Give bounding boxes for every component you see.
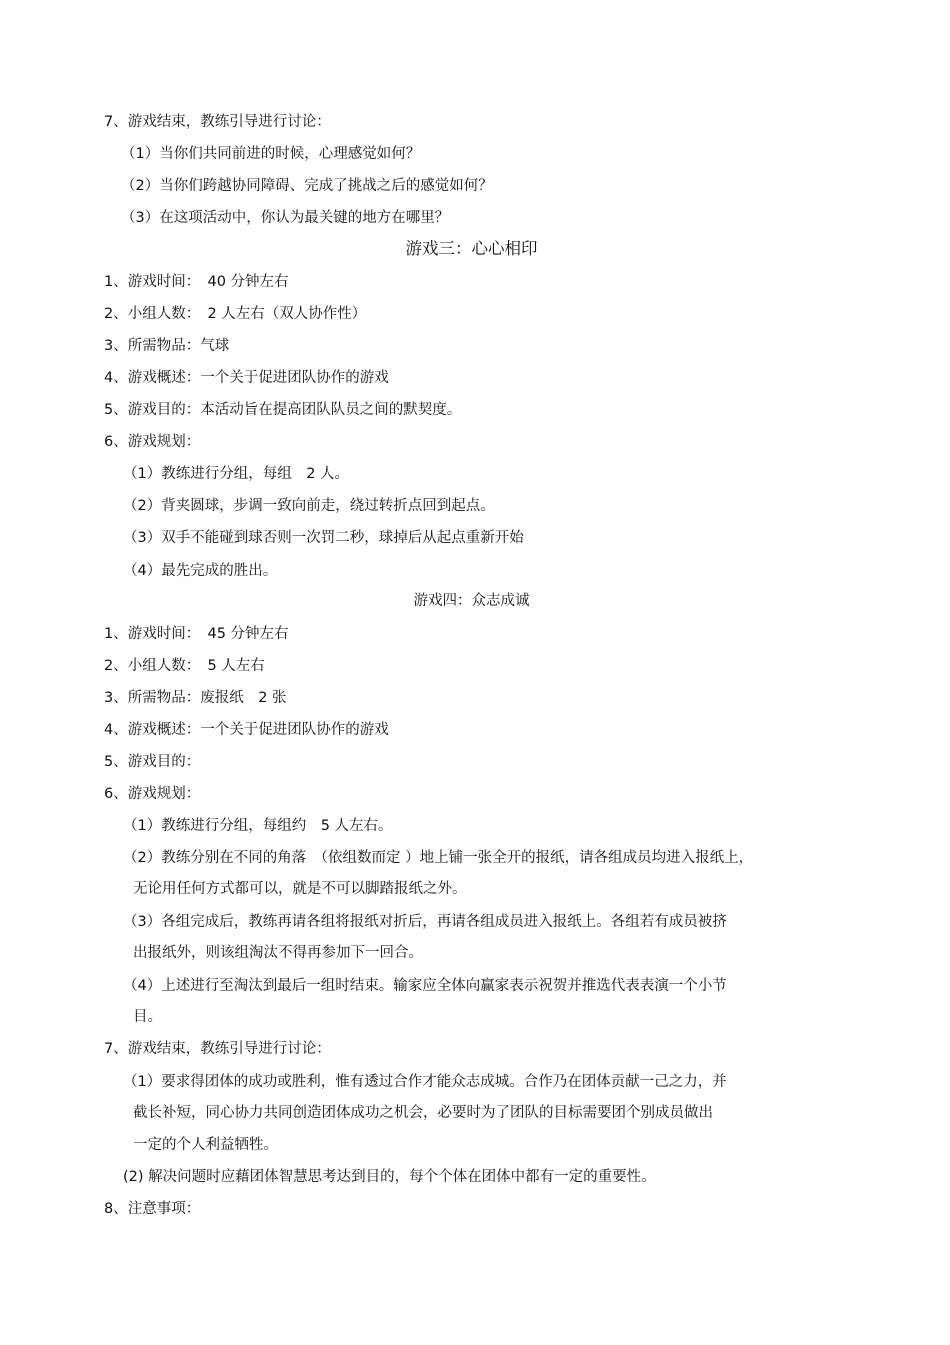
section-title-game3: 游戏三：心心相印	[405, 239, 538, 258]
discussion-heading: 7、游戏结束，教练引导进行讨论：	[104, 114, 331, 130]
rule-item: （1）教练进行分组，每组 2 人。	[123, 466, 350, 482]
discussion-question: （2）当你们跨越协同障碍、完成了挑战之后的感觉如何？	[121, 178, 493, 194]
rules-heading: 6、游戏规划：	[104, 434, 201, 450]
discussion-point-continuation: 一定的个人利益牺牲。	[133, 1137, 278, 1153]
game-overview: 4、游戏概述：一个关于促进团队协作的游戏	[104, 370, 389, 386]
discussion-question: （1）当你们共同前进的时候，心理感觉如何？	[121, 146, 421, 162]
group-size: 2、小组人数： 2 人左右（双人协作性）	[104, 306, 367, 322]
rules-heading: 6、游戏规划：	[104, 786, 201, 802]
rule-item: （3）双手不能碰到球否则一次罚二秒，球掉后从起点重新开始	[123, 530, 524, 546]
rule-item-continuation: 无论用任何方式都可以，就是不可以脚踏报纸之外。	[133, 881, 467, 897]
notes-heading: 8、注意事项：	[104, 1201, 201, 1217]
rule-item: （1）教练进行分组，每组约 5 人左右。	[123, 818, 393, 834]
discussion-point: （1）要求得团体的成功或胜利，惟有透过合作才能众志成城。合作乃在团体贡献一己之力，并	[123, 1074, 727, 1090]
discussion-heading: 7、游戏结束，教练引导进行讨论：	[104, 1041, 331, 1057]
discussion-point: (2) 解决问题时应藉团体智慧思考达到目的，每个个体在团体中都有一定的重要性。	[123, 1169, 656, 1185]
game-overview: 4、游戏概述：一个关于促进团队协作的游戏	[104, 722, 389, 738]
discussion-question: （3）在这项活动中，你认为最关键的地方在哪里？	[121, 210, 450, 226]
game-purpose: 5、游戏目的：	[104, 754, 201, 770]
game-time: 1、游戏时间： 40 分钟左右	[104, 274, 289, 290]
rule-item-continuation: 出报纸外，则该组淘汰不得再参加下一回合。	[133, 945, 423, 961]
rule-item-continuation: 目。	[133, 1009, 162, 1025]
section-title-game4: 游戏四：众志成诚	[413, 593, 530, 609]
required-items: 3、所需物品：气球	[104, 338, 230, 354]
rule-item: （3）各组完成后，教练再请各组将报纸对折后，再请各组成员进入报纸上。各组若有成员被挤	[123, 914, 727, 930]
rule-item: （2）背夹圆球，步调一致向前走，绕过转折点回到起点。	[123, 498, 495, 514]
game-purpose: 5、游戏目的：本活动旨在提高团队队员之间的默契度。	[104, 402, 462, 418]
required-items: 3、所需物品：废报纸 2 张	[104, 690, 287, 706]
game-time: 1、游戏时间： 45 分钟左右	[104, 626, 289, 642]
group-size: 2、小组人数： 5 人左右	[104, 658, 265, 674]
rule-item: （4）上述进行至淘汰到最后一组时结束。输家应全体向赢家表示祝贺并推选代表表演一个小节	[123, 978, 727, 994]
rule-item: （4）最先完成的胜出。	[123, 563, 278, 579]
rule-item: （2）教练分别在不同的角落 （依组数而定 ）地上铺一张全开的报纸，请各组成员均进入报纸上，	[123, 850, 754, 866]
discussion-point-continuation: 截长补短，同心协力共同创造团体成功之机会，必要时为了团队的目标需要团个别成员做出	[133, 1105, 713, 1121]
